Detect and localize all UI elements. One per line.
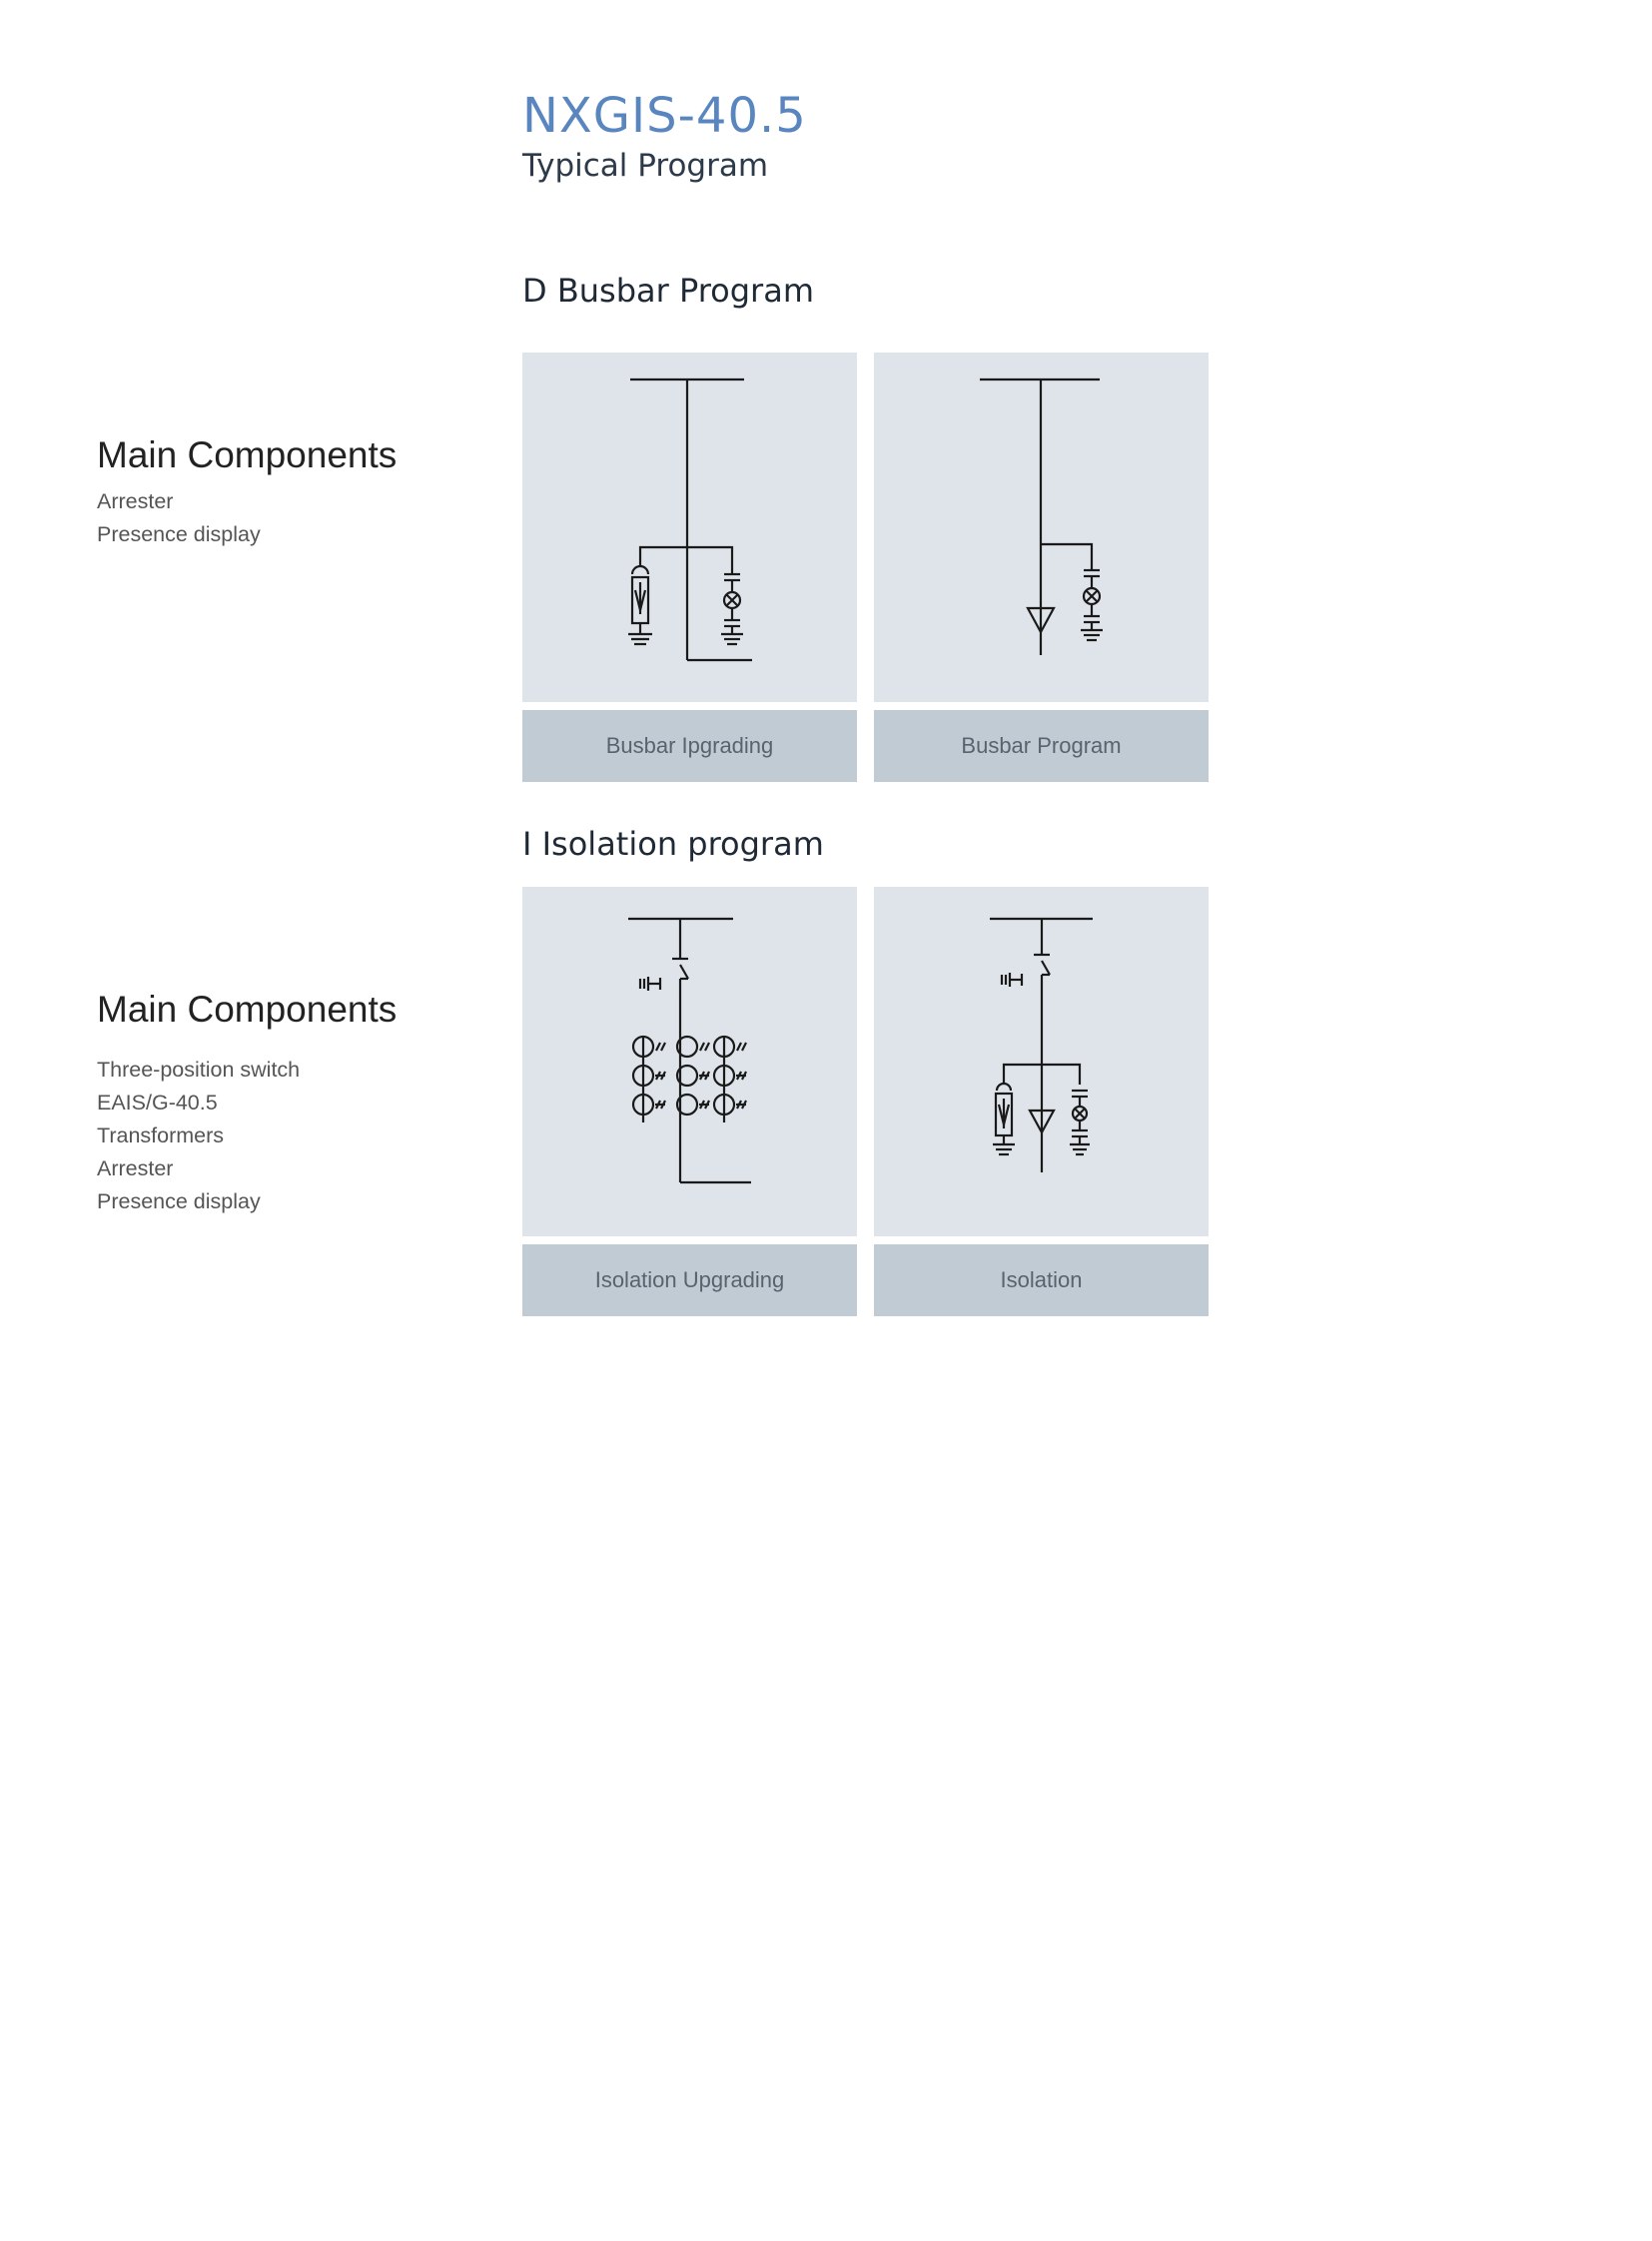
component-item: Transformers: [97, 1123, 225, 1147]
main-components-title-isolation: Main Components: [97, 989, 398, 1030]
busbar-upgrading-label: Busbar Ipgrading: [522, 710, 857, 782]
component-item: Arrester: [97, 489, 174, 513]
busbar-program-card: [874, 353, 1209, 702]
isolation-upgrading-label: Isolation Upgrading: [522, 1244, 857, 1316]
component-item: Arrester: [97, 1156, 174, 1180]
transformer-group: [633, 1037, 746, 1122]
page-title: NXGIS-40.5: [522, 88, 807, 144]
component-item: Three-position switch: [97, 1058, 301, 1082]
busbar-program-label: Busbar Program: [874, 710, 1209, 782]
main-components-list-isolation: [97, 1054, 300, 1218]
component-item: EAIS/G-40.5: [97, 1091, 218, 1115]
component-item: Presence display: [97, 1189, 261, 1213]
section-heading-isolation: I Isolation program: [522, 825, 824, 863]
isolation-diagram: [874, 887, 1209, 1236]
isolation-upgrading-card: [522, 887, 857, 1236]
isolation-upgrading-diagram: [522, 887, 857, 1236]
busbar-program-diagram: [874, 353, 1209, 702]
section-heading-busbar: D Busbar Program: [522, 272, 814, 310]
main-components-title-busbar: Main Components: [97, 434, 398, 475]
busbar-upgrading-diagram: [522, 353, 857, 702]
main-components-list-busbar: [97, 485, 261, 551]
busbar-upgrading-card: [522, 353, 857, 702]
isolation-card: [874, 887, 1209, 1236]
isolation-label: Isolation: [874, 1244, 1209, 1316]
component-item: Presence display: [97, 522, 261, 546]
page-subtitle: Typical Program: [522, 148, 769, 184]
